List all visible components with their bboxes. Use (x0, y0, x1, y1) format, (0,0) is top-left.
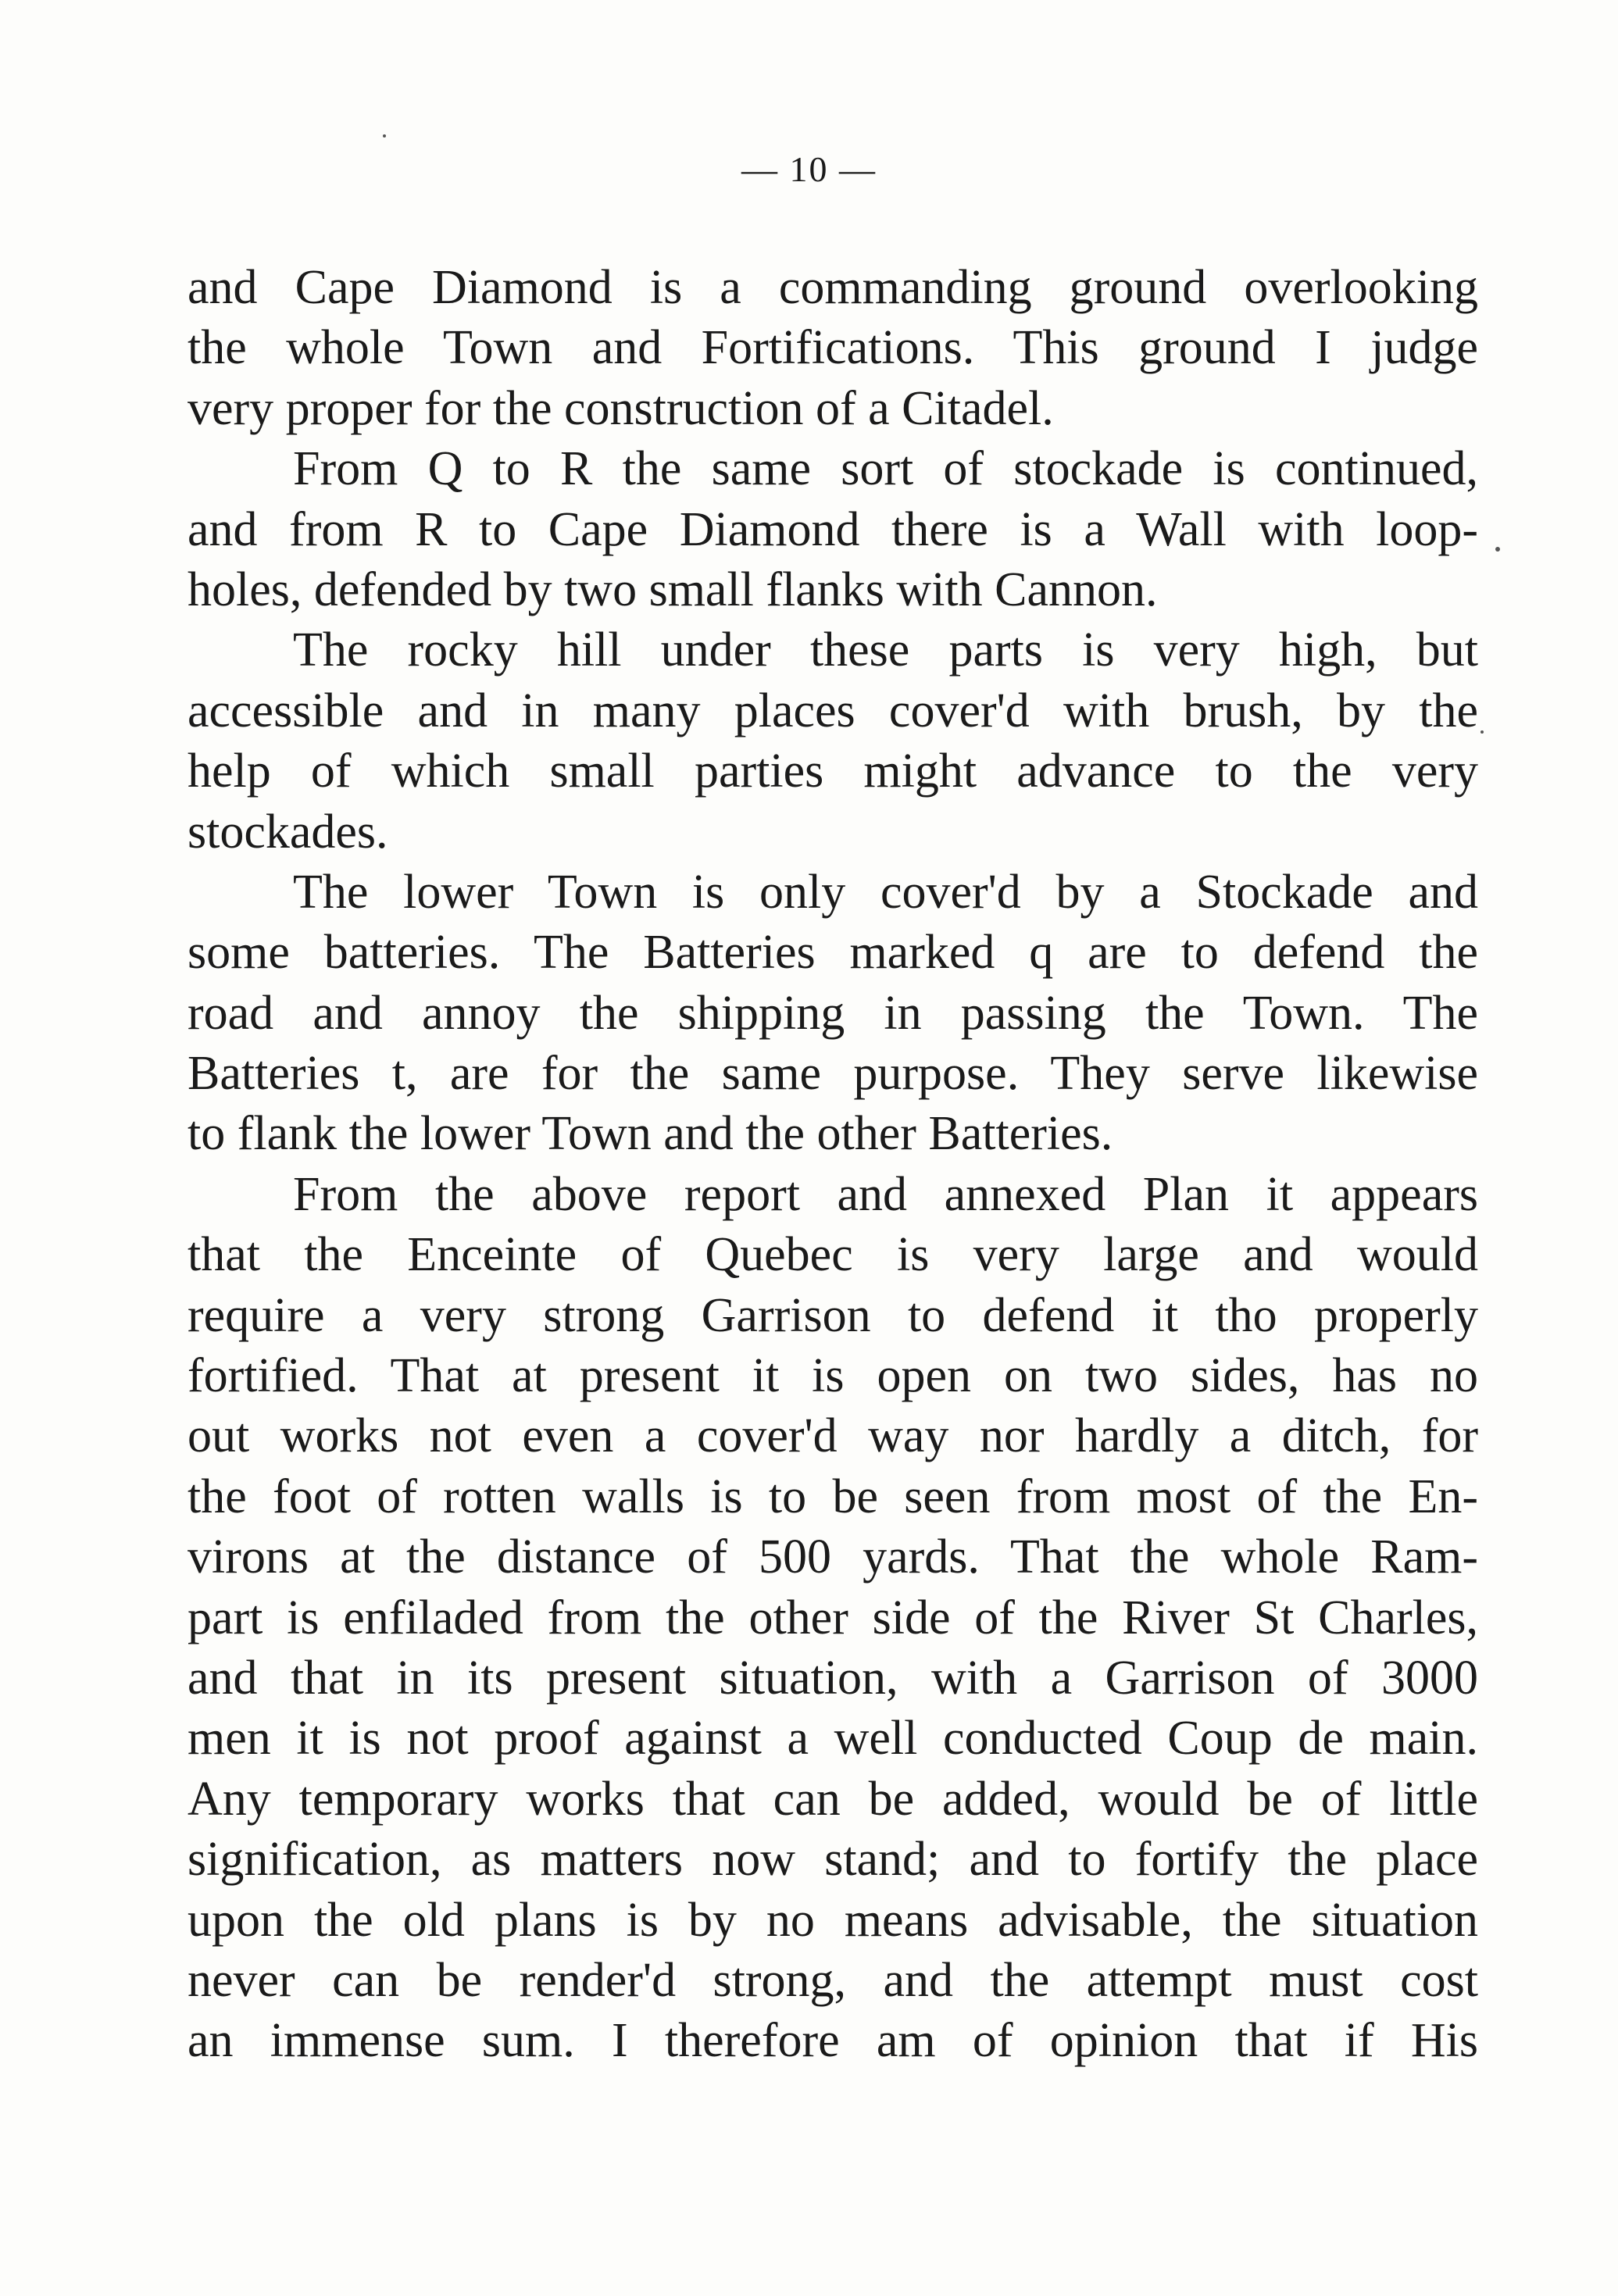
body-text (188, 258, 1478, 2072)
text-line: very proper for the construction of a Citadel. (188, 381, 1054, 435)
text-line: road and annoy the shipping in passing the Town. The (188, 986, 1478, 1040)
text-line: accessible and in many places cover'd with brush, by the (188, 684, 1478, 737)
text-line: some batteries. The Batteries marked q are to defend the (188, 926, 1478, 980)
text-line: signification, as matters now stand; and to fortify the place (188, 1833, 1478, 1887)
text-line: From the above report and annexed Plan it appears (293, 1167, 1478, 1221)
text-line: Any temporary works that can be added, would be of little (188, 1772, 1478, 1826)
page-number: — 10 — (741, 149, 877, 189)
scan-speck (1495, 547, 1500, 552)
text-line: The lower Town is only cover'd by a Stockade and (293, 865, 1478, 919)
text-line: upon the old plans is by no means advisable, the situation (188, 1893, 1478, 1947)
scan-speck (1480, 730, 1484, 734)
text-line: the foot of rotten walls is to be seen from most of the En- (188, 1469, 1478, 1523)
text-line: that the Enceinte of Quebec is very large and would (188, 1228, 1478, 1282)
text-line: fortified. That at present it is open on two sides, has no (188, 1349, 1478, 1403)
text-line: the whole Town and Fortifications. This ground I judge (188, 321, 1478, 375)
text-line: and Cape Diamond is a commanding ground overlooking (188, 261, 1478, 314)
text-line: The rocky hill under these parts is very high, but (293, 623, 1478, 677)
text-line: Batteries t, are for the same purpose. They serve likewise (188, 1047, 1478, 1101)
text-line: to flank the lower Town and the other Batteries. (188, 1107, 1113, 1161)
text-line: holes, defended by two small flanks with Cannon. (188, 562, 1158, 616)
text-line: an immense sum. I therefore am of opinion that if His (188, 2014, 1478, 2068)
text-line: never can be render'd strong, and the attempt must cost (188, 1953, 1478, 2007)
text-line: require a very strong Garrison to defend it tho properly (188, 1288, 1478, 1342)
text-line: virons at the distance of 500 yards. That the whole Ram- (188, 1530, 1478, 1584)
text-line: From Q to R the same sort of stockade is continued, (293, 442, 1478, 496)
text-line: men it is not proof against a well conducted Coup de main. (188, 1712, 1478, 1766)
text-line: and from R to Cape Diamond there is a Wall with loop- (188, 502, 1478, 556)
text-line: stockades. (188, 805, 388, 859)
scan-speck (383, 134, 386, 137)
text-line: part is enfiladed from the other side of the River St Charles, (188, 1591, 1478, 1644)
text-line: out works not even a cover'd way nor hardly a ditch, for (188, 1409, 1478, 1463)
text-line: and that in its present situation, with a Garrison of 3000 (188, 1651, 1478, 1705)
text-line: help of which small parties might advance to the very (188, 745, 1478, 798)
